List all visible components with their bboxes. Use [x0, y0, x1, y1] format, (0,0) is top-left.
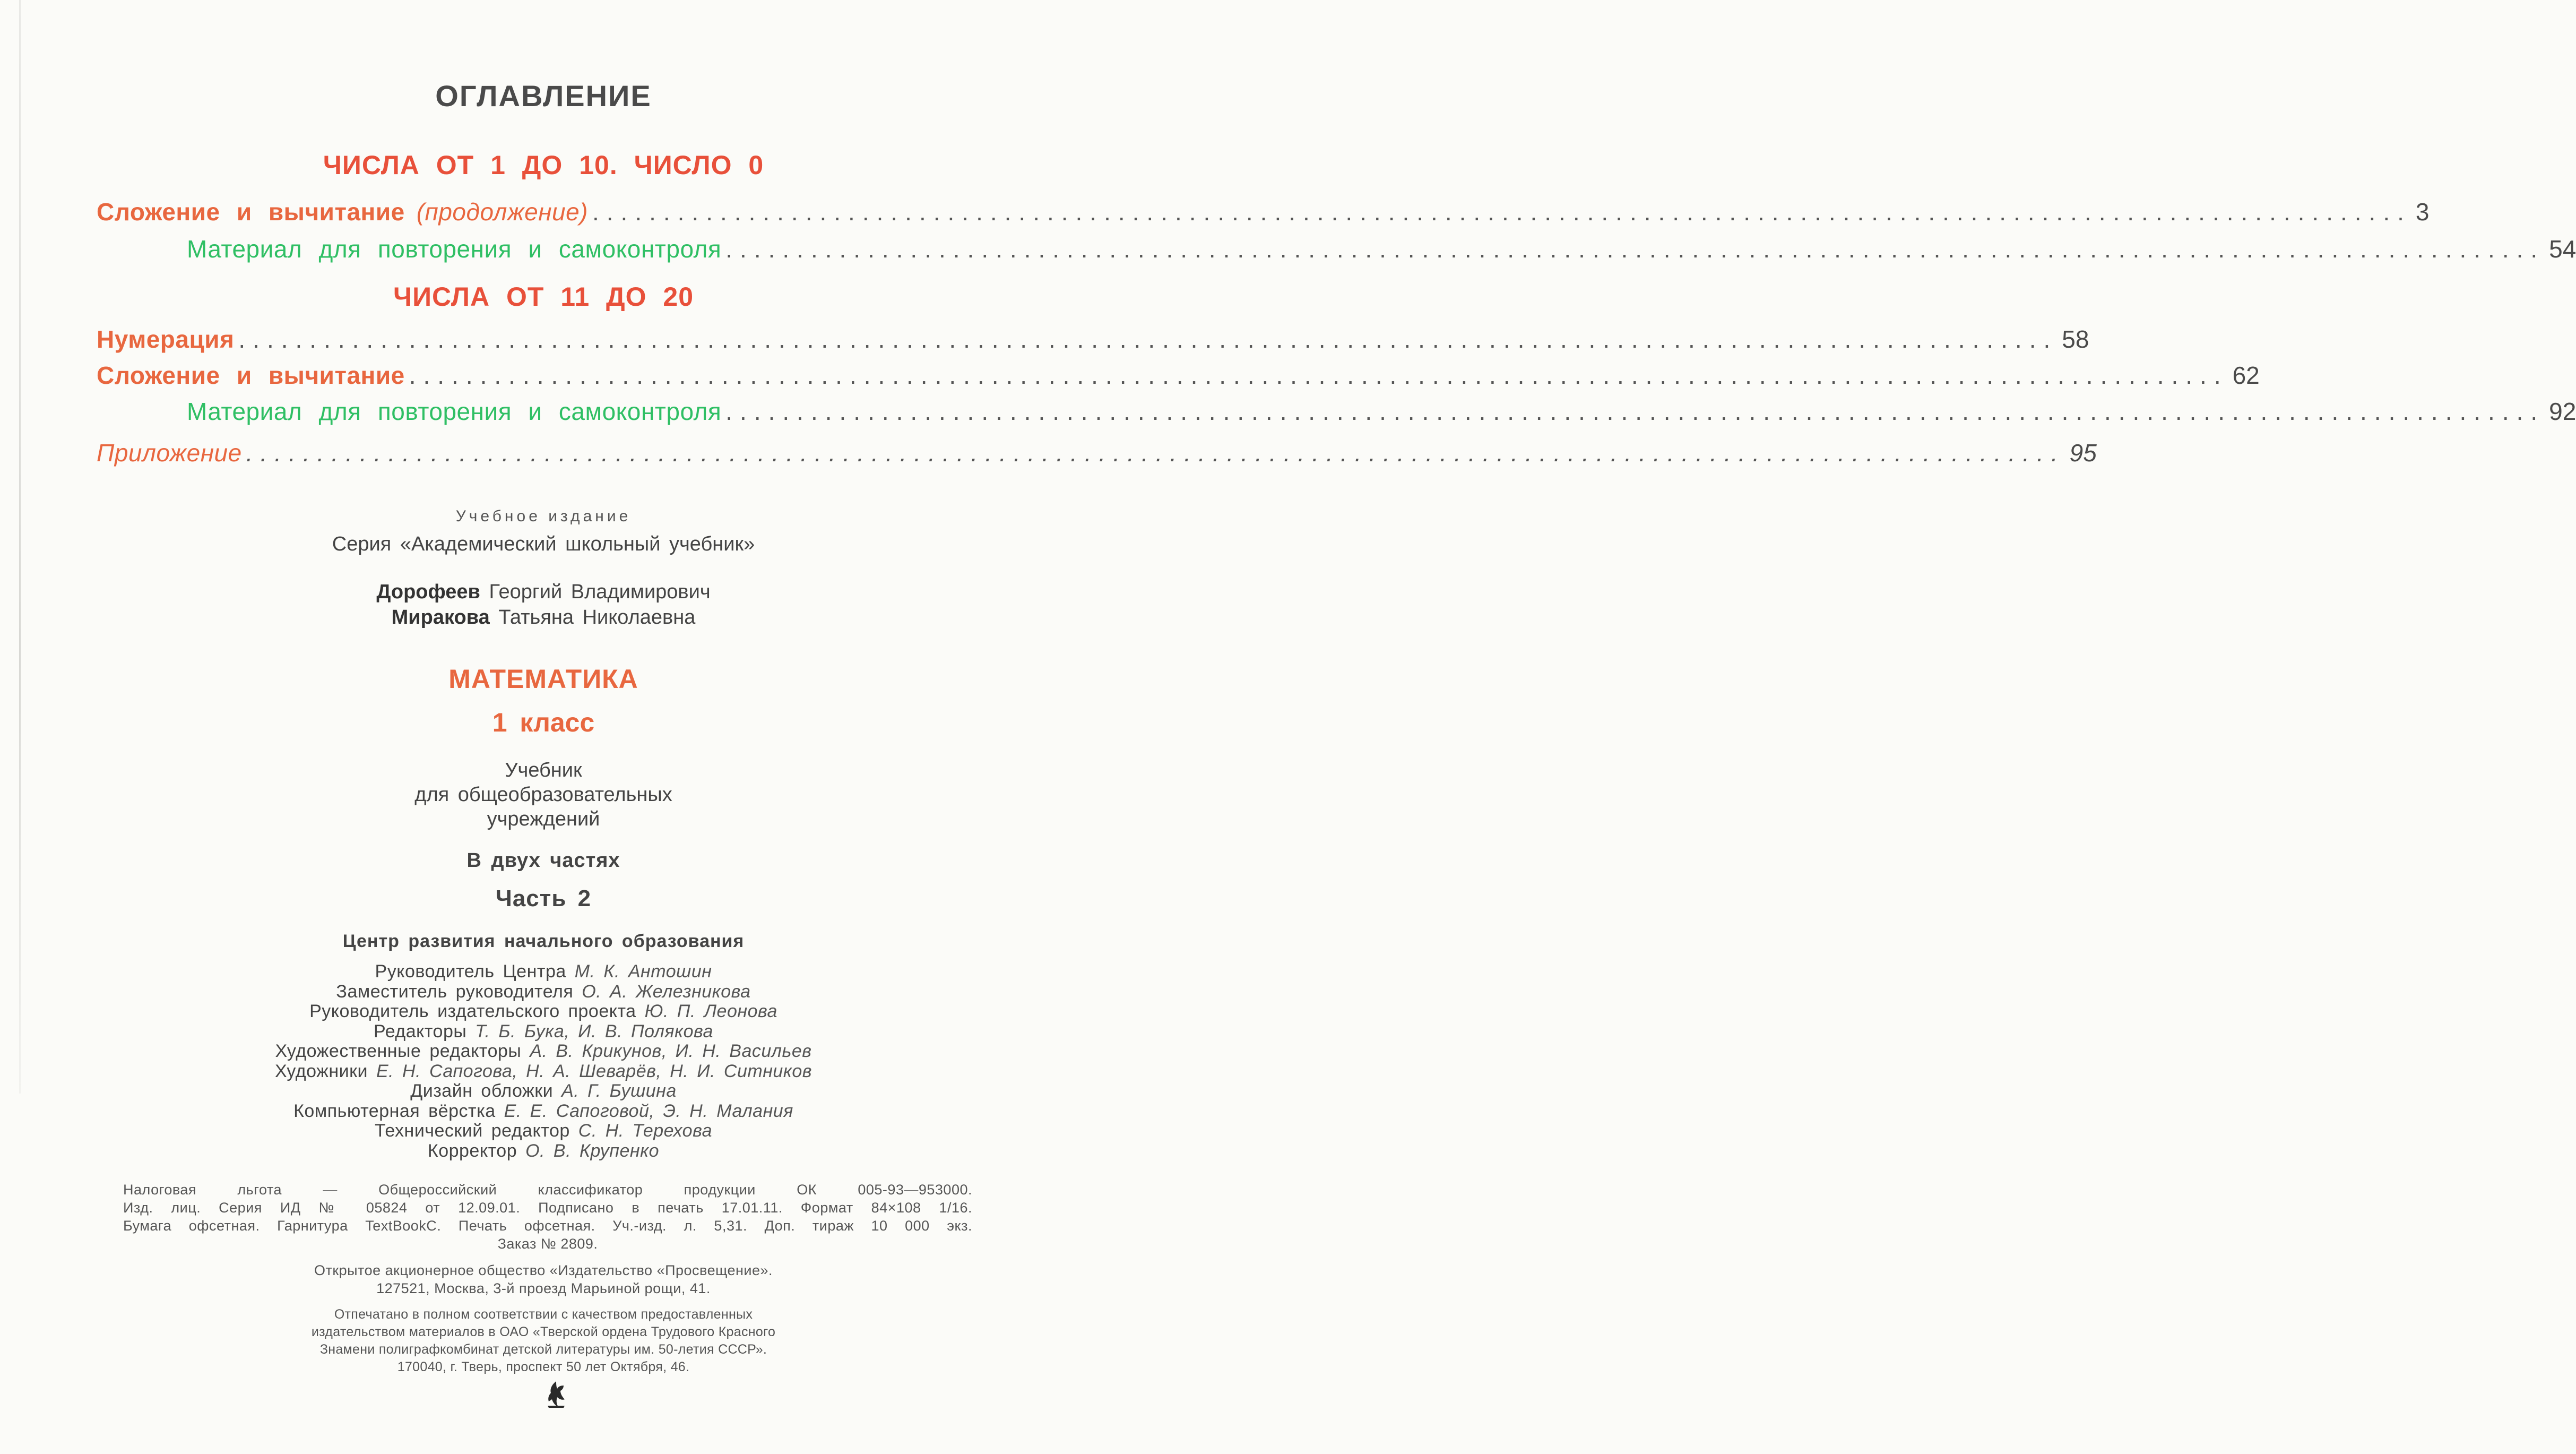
credit-line: Руководитель Центра М. К. Антошин [375, 961, 712, 982]
toc-title: ОГЛАВЛЕНИЕ [435, 79, 652, 113]
author-surname: Дорофеев [376, 581, 480, 603]
book-subject: МАТЕМАТИКА [448, 664, 638, 694]
author-2 [0, 606, 1087, 629]
author-surname: Миракова [391, 606, 490, 629]
toc-leader: ................................................................................................................................ [725, 235, 2545, 263]
book-part-number: Часть 2 [495, 885, 592, 911]
section-title-1: ЧИСЛА ОТ 1 ДО 10. ЧИСЛО 0 [323, 150, 764, 180]
credit-line: Корректор О. В. Крупенко [427, 1140, 660, 1161]
toc-entry-review-1[interactable] [187, 235, 2576, 263]
toc-entry-title: Материал для повторения и самоконтроля [187, 235, 722, 263]
toc-entry-title: Приложение [97, 439, 242, 467]
toc-leader: ................................................................................................................................ [725, 398, 2545, 425]
book-grade: 1 класс [492, 708, 595, 737]
toc-entry-review-2[interactable] [187, 397, 2576, 426]
toc-page-number: 92 [2549, 398, 2576, 425]
publisher-address: 127521, Москва, 3-й проезд Марьиной рощи, 41. [376, 1280, 711, 1296]
toc-entry-addition-continued[interactable] [97, 197, 2430, 226]
toc-entry-appendix[interactable] [97, 438, 2097, 467]
prosveshchenie-logo-icon [544, 1379, 568, 1409]
credit-line: Редакторы Т. Б. Бука, И. В. Полякова [374, 1021, 713, 1042]
printer-line: издательством материалов в ОАО «Тверской ордена Трудового Красного [311, 1324, 776, 1339]
printer-line: Знамени полиграфкомбинат детской литературы им. 50-летия СССР». [319, 1342, 767, 1357]
toc-entry-note: (продолжение) [416, 198, 588, 226]
section-title-2: ЧИСЛА ОТ 11 ДО 20 [393, 282, 694, 312]
book-description-line: учреждений [487, 808, 600, 830]
toc-page-number: 3 [2415, 198, 2430, 226]
credit-line: Художественные редакторы А. В. Крикунов, И. Н. Васильев [275, 1041, 812, 1061]
printer-address: 170040, г. Тверь, проспект 50 лет Октября, 46. [397, 1360, 690, 1374]
author-1 [0, 581, 1087, 604]
toc-page-number: 54 [2549, 235, 2576, 263]
toc-page-number: 58 [2062, 325, 2089, 353]
author-name: Георгий Владимирович [489, 581, 711, 603]
credit-line: Компьютерная вёрстка Е. Е. Сапоговой, Э. Н. Малания [293, 1100, 793, 1121]
author-name: Татьяна Николаевна [498, 606, 696, 629]
imprint-line: Налоговая льгота — Общероссийский классификатор продукции ОК 005-93—953000. [123, 1182, 972, 1198]
toc-entry-title: Сложение и вычитание [97, 362, 405, 389]
imprint-line: Бумага офсетная. Гарнитура TextBookC. Печать офсетная. Уч.-изд. л. 5,31. Доп. тираж 10 000 экз. [123, 1218, 972, 1234]
editorial-center-name: Центр развития начального образования [342, 931, 745, 951]
edition-type: Учебное издание [455, 507, 632, 525]
series-name: Серия «Академический школьный учебник» [332, 533, 755, 555]
book-parts: В двух частях [466, 849, 620, 872]
credit-line: Художники Е. Н. Сапогова, Н. А. Шеварёв, Н. И. Ситников [274, 1061, 812, 1081]
toc-entry-title: Нумерация [97, 325, 235, 353]
imprint-line: Изд. лиц. Серия ИД № 05824 от 12.09.01. Подписано в печать 17.01.11. Формат 84×108 1/16. [123, 1200, 972, 1216]
credits-list [0, 962, 1087, 1161]
book-description-line: для общеобразовательных [414, 784, 672, 806]
toc-page-number: 62 [2232, 362, 2260, 389]
toc-leader: ................................................................................................................................ [592, 198, 2411, 226]
credit-line: Заместитель руководителя О. А. Железникова [336, 981, 751, 1002]
toc-entry-title: Материал для повторения и самоконтроля [187, 398, 722, 425]
book-description-line: Учебник [505, 759, 582, 781]
toc-entry-addition[interactable] [97, 361, 2260, 390]
credit-line: Руководитель издательского проекта Ю. П. Леонова [309, 1001, 777, 1021]
publisher-line: Открытое акционерное общество «Издательство «Просвещение». [314, 1262, 773, 1278]
toc-entry-title: Сложение и вычитание (продолжение) [97, 198, 588, 226]
credit-line: Дизайн обложки А. Г. Бушина [410, 1081, 677, 1101]
toc-entry-numeration[interactable] [97, 325, 2089, 354]
imprint-line: Заказ № 2809. [497, 1236, 598, 1252]
credit-line: Технический редактор С. Н. Терехова [375, 1121, 712, 1141]
toc-leader: ................................................................................................................................ [246, 439, 2065, 467]
printer-line: Отпечатано в полном соответствии с качеством предоставленных [334, 1307, 753, 1322]
toc-leader: ................................................................................................................................ [409, 362, 2228, 389]
toc-page-number: 95 [2069, 439, 2097, 467]
toc-leader: ................................................................................................................................ [238, 325, 2058, 353]
